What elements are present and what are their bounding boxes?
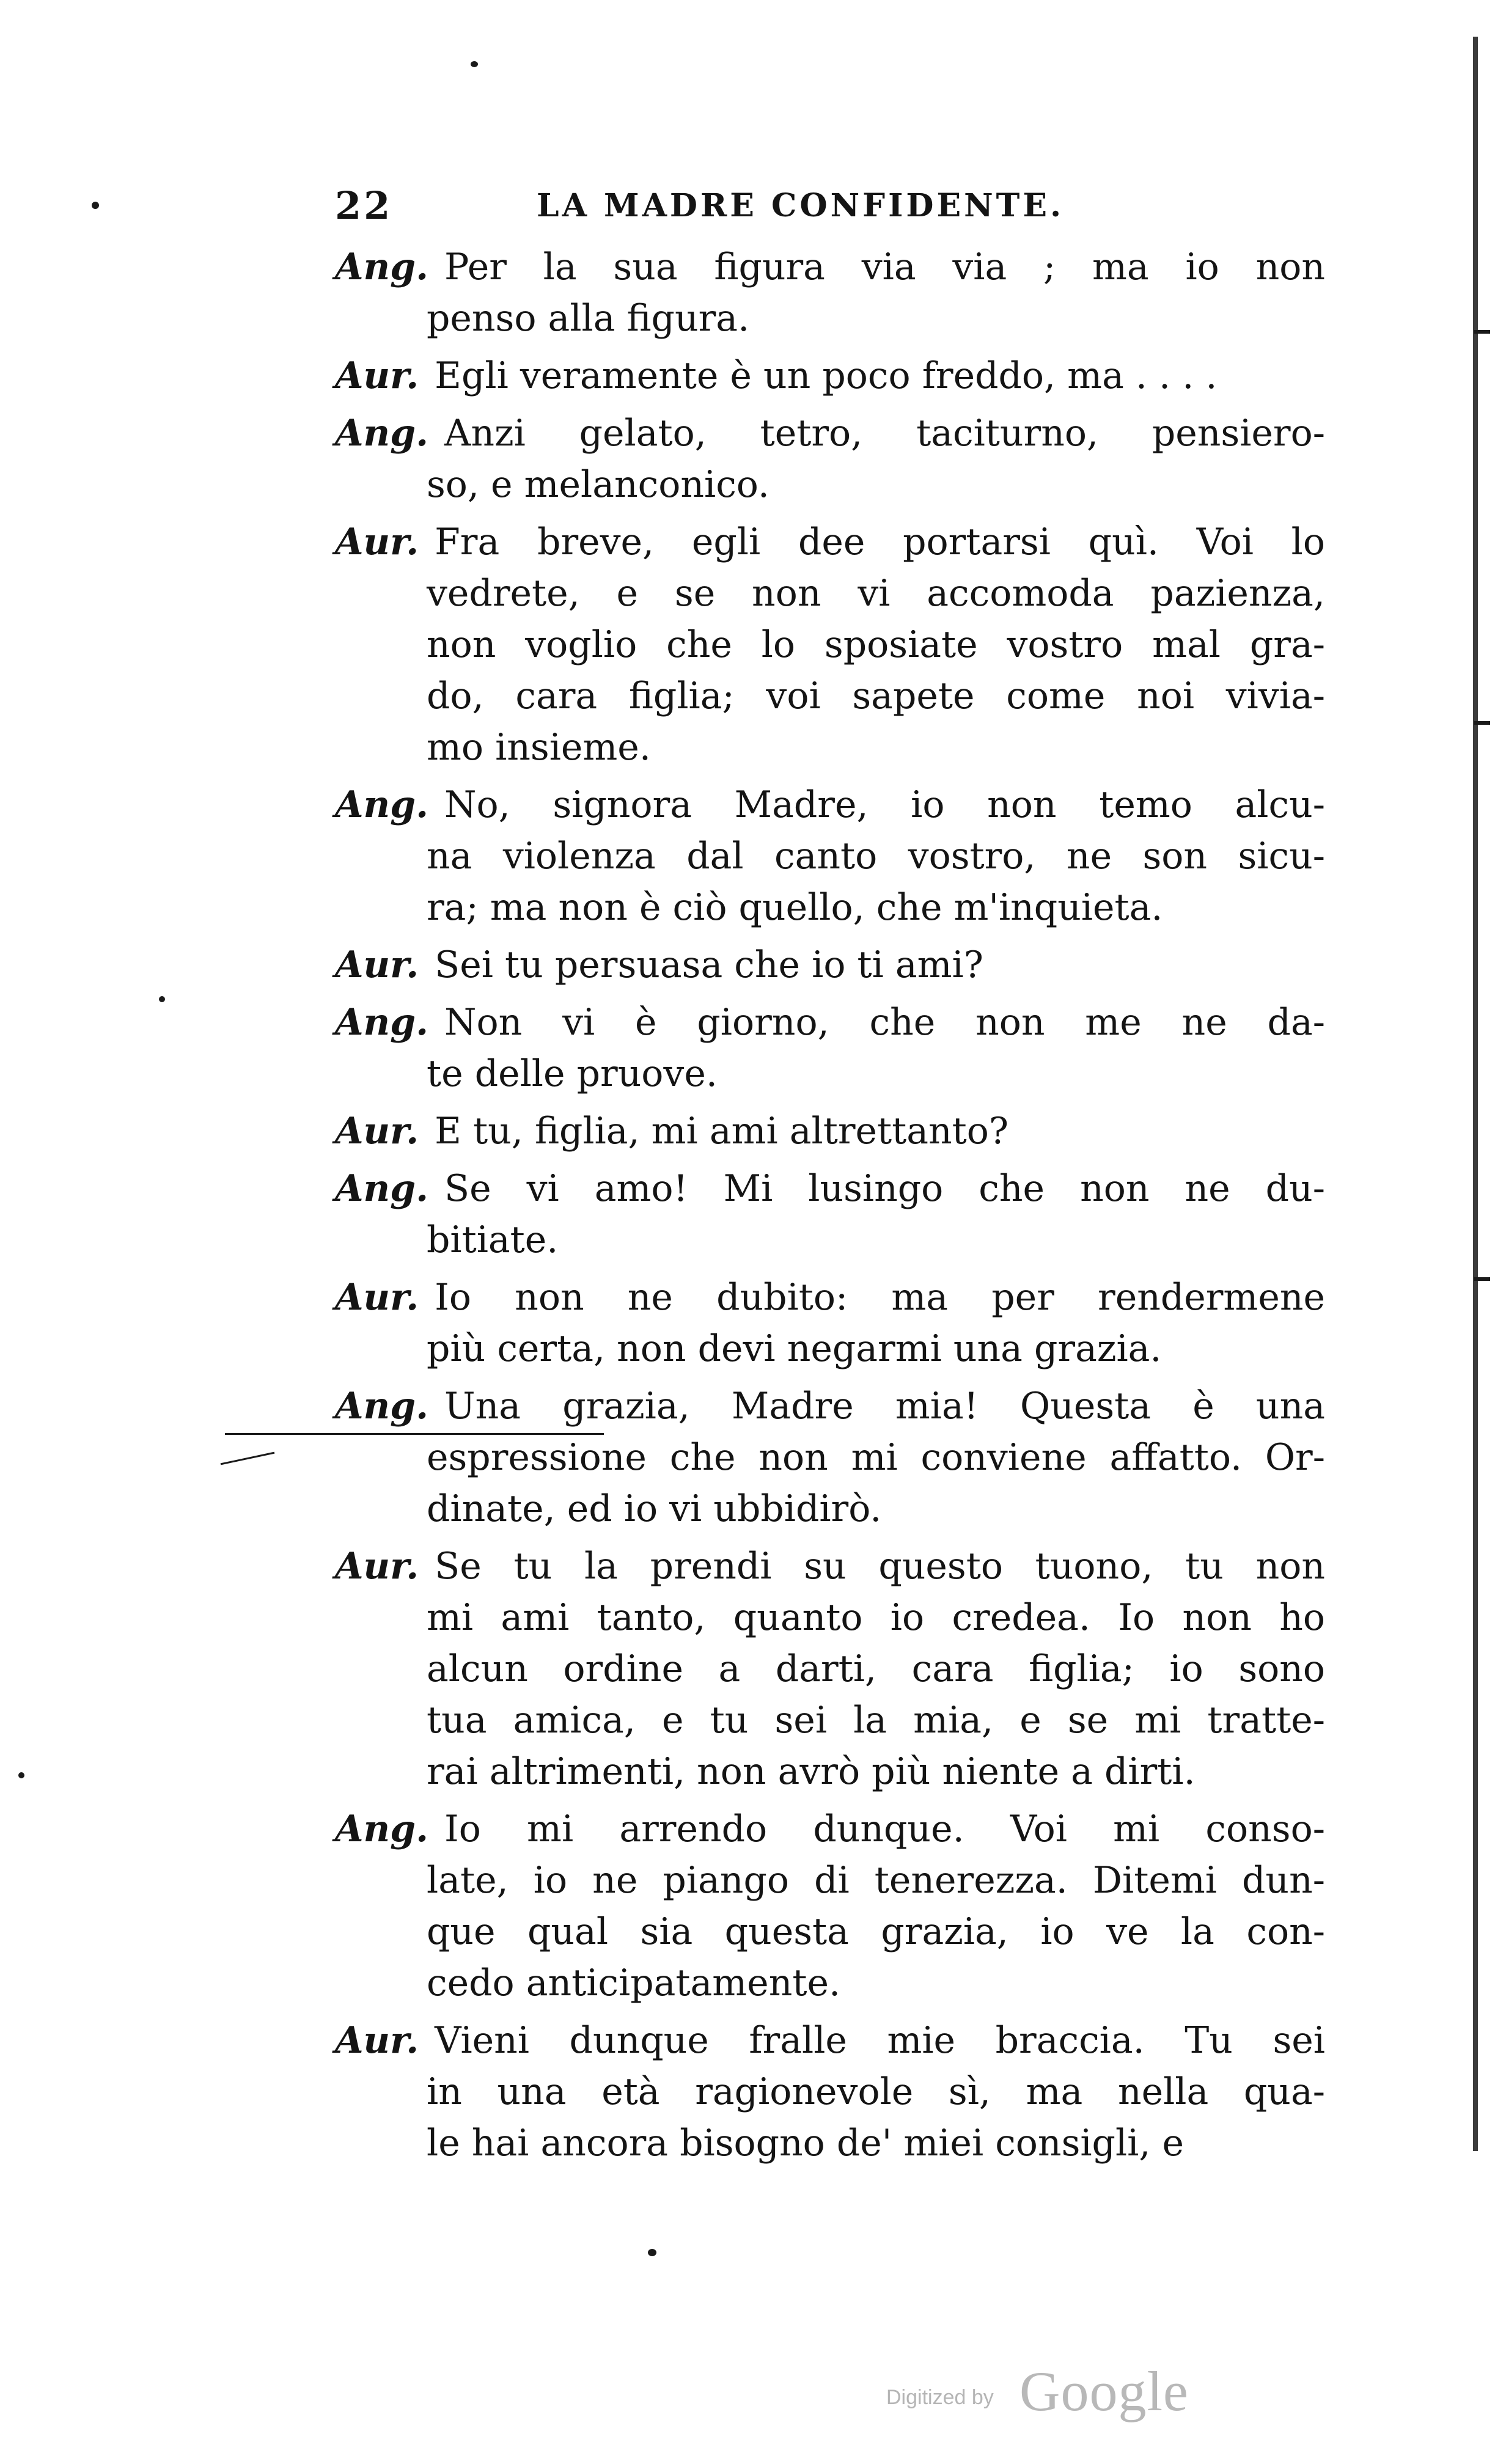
speech-paragraph [335, 2015, 1325, 2169]
speck [648, 2249, 656, 2256]
text-line [335, 939, 1325, 991]
line-text: late, io ne piango di tenerezza. Ditemi dun- [427, 1859, 1325, 1902]
speaker-name: Ang. [335, 1808, 429, 1850]
speaker-name: Aur. [335, 354, 419, 397]
line-text: Fra breve, egli dee portarsi quì. Voi lo [435, 521, 1325, 563]
text-line [335, 1106, 1325, 1157]
text-line [335, 1746, 1325, 1797]
edge-mark [1474, 330, 1490, 334]
line-text: non voglio che lo sposiate vostro mal gra- [427, 623, 1325, 666]
line-text: dinate, ed io vi ubbidirò. [427, 1487, 882, 1530]
speaker-name: Ang. [335, 246, 429, 288]
speech-paragraph [335, 1380, 1325, 1535]
text-line [335, 882, 1325, 933]
line-text: do, cara figlia; voi sapete come noi vivia- [427, 675, 1325, 717]
text-line [335, 1272, 1325, 1323]
digitized-footer [886, 2359, 1229, 2420]
line-text: Anzi gelato, tetro, taciturno, pensiero- [444, 412, 1325, 455]
speck [92, 202, 99, 209]
text-line [335, 1541, 1325, 1592]
text-line [335, 459, 1325, 510]
line-text: più certa, non devi negarmi una grazia. [427, 1327, 1162, 1370]
line-text: Non vi è giorno, che non me ne da- [444, 1001, 1325, 1044]
speech-paragraph [335, 1106, 1325, 1157]
text-line [335, 722, 1325, 773]
line-text: penso alla figura. [427, 297, 750, 340]
line-text: E tu, figlia, mi ami altrettanto? [435, 1110, 1009, 1153]
text-line [335, 997, 1325, 1048]
speech-paragraph [335, 350, 1325, 402]
line-text: vedrete, e se non vi accomoda pazienza, [427, 572, 1325, 615]
line-text: Io non ne dubito: ma per rendermene [435, 1276, 1325, 1319]
edge-mark [1474, 1277, 1490, 1281]
text-line [335, 516, 1325, 568]
line-text: espressione che non mi conviene affatto. Or- [427, 1436, 1325, 1479]
speck [159, 996, 165, 1002]
speaker-name: Aur. [335, 944, 419, 986]
text-line [335, 241, 1325, 293]
speech-paragraph [335, 1541, 1325, 1797]
text-line [335, 1906, 1325, 1957]
text-line [335, 2118, 1325, 2169]
speech-paragraph [335, 516, 1325, 773]
line-text: rai altrimenti, non avrò più niente a dirti. [427, 1750, 1196, 1793]
speech-paragraph [335, 241, 1325, 344]
line-text: que qual sia questa grazia, io ve la con- [427, 1910, 1325, 1953]
google-wordmark: Google [1019, 2360, 1189, 2422]
line-text: Se vi amo! Mi lusingo che non ne du- [444, 1167, 1325, 1210]
digitized-label: Digitized by [886, 2386, 994, 2409]
text-line [335, 1803, 1325, 1855]
text-line [335, 1380, 1325, 1432]
text-line [335, 408, 1325, 459]
line-text: Una grazia, Madre mia! Questa è una [444, 1385, 1325, 1428]
line-text: mo insieme. [427, 726, 651, 769]
speaker-name: Ang. [335, 1385, 429, 1428]
line-text: Io mi arrendo dunque. Voi mi conso- [444, 1808, 1325, 1850]
speech-paragraph [335, 1272, 1325, 1374]
speech-paragraph [335, 408, 1325, 510]
line-text: Vieni dunque fralle mie braccia. Tu sei [435, 2019, 1325, 2062]
text-line [335, 2066, 1325, 2118]
text-line [335, 2015, 1325, 2066]
text-line [335, 1214, 1325, 1266]
text-line [335, 1432, 1325, 1483]
speaker-name: Ang. [335, 1167, 429, 1210]
text-line [335, 1855, 1325, 1906]
speck [18, 1772, 24, 1778]
edge-mark [1474, 721, 1490, 725]
text-line [335, 293, 1325, 344]
text-line [335, 1957, 1325, 2009]
text-line [335, 568, 1325, 619]
speaker-name: Ang. [335, 1001, 429, 1044]
speech-paragraph [335, 779, 1325, 933]
line-text: bitiate. [427, 1219, 559, 1261]
speaker-name: Aur. [335, 1276, 419, 1319]
speech-paragraph [335, 1163, 1325, 1266]
speaker-name: Aur. [335, 1545, 419, 1588]
text-line [335, 779, 1325, 831]
speaker-name: Ang. [335, 412, 429, 455]
stray-line [221, 1452, 275, 1465]
text-line [335, 1323, 1325, 1374]
line-text: Sei tu persuasa che io ti ami? [435, 944, 983, 986]
line-text: tua amica, e tu sei la mia, e se mi tratte- [427, 1699, 1325, 1742]
speaker-name: Aur. [335, 2019, 419, 2062]
line-text: cedo anticipatamente. [427, 1962, 841, 2004]
speaker-name: Aur. [335, 1110, 419, 1153]
speech-paragraph [335, 1803, 1325, 2009]
speaker-name: Ang. [335, 783, 429, 826]
text-line [335, 1695, 1325, 1746]
text-line [335, 1163, 1325, 1214]
text-line [335, 619, 1325, 670]
text-line [335, 1483, 1325, 1535]
dialogue-text [335, 241, 1325, 2175]
speech-paragraph [335, 997, 1325, 1099]
text-line [335, 670, 1325, 722]
text-line [335, 1643, 1325, 1695]
line-text: te delle pruove. [427, 1052, 718, 1095]
speaker-name: Aur. [335, 521, 419, 563]
line-text: Se tu la prendi su questo tuono, tu non [435, 1545, 1325, 1588]
line-text: Egli veramente è un poco freddo, ma . . . . [435, 354, 1218, 397]
line-text: mi ami tanto, quanto io credea. Io non ho [427, 1596, 1325, 1639]
line-text: Per la sua figura via via ; ma io non [444, 246, 1325, 288]
line-text: ra; ma non è ciò quello, che m'inquieta. [427, 886, 1163, 929]
line-text: le hai ancora bisogno de' miei consigli, e [427, 2122, 1184, 2165]
running-head: LA MADRE CONFIDENTE. [537, 187, 1065, 224]
line-text: in una età ragionevole sì, ma nella qua- [427, 2070, 1325, 2113]
speck [471, 61, 478, 67]
page-edge-shadow [1473, 37, 1478, 2151]
page-header [335, 183, 1068, 238]
text-line [335, 1048, 1325, 1099]
line-text: alcun ordine a darti, cara figlia; io sono [427, 1648, 1325, 1690]
speech-paragraph [335, 939, 1325, 991]
line-text: na violenza dal canto vostro, ne son sicu- [427, 835, 1325, 878]
line-text: No, signora Madre, io non temo alcu- [444, 783, 1325, 826]
page-number: 22 [335, 183, 393, 228]
text-line [335, 831, 1325, 882]
line-text: so, e melanconico. [427, 463, 770, 506]
text-line [335, 1592, 1325, 1643]
text-line [335, 350, 1325, 402]
